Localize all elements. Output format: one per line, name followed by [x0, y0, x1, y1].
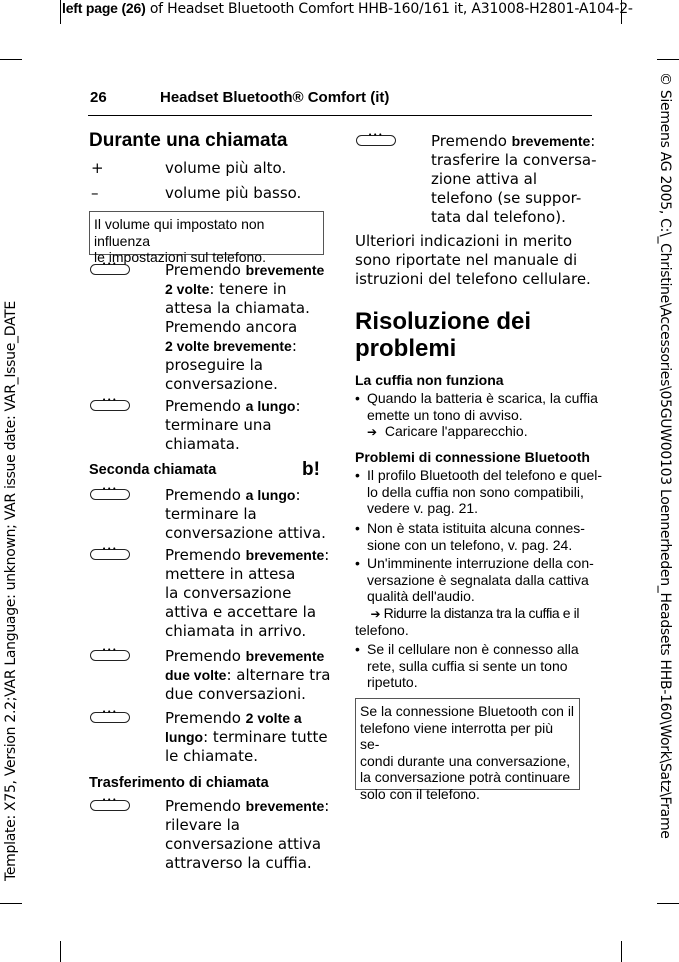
- page-number: 26: [90, 89, 107, 106]
- text: vedere v. pag. 21.: [367, 500, 479, 516]
- text: zione attiva al: [431, 170, 538, 188]
- text: Il profilo Bluetooth del telefono e quel-: [367, 467, 603, 483]
- text: emette un tono di avviso.: [367, 406, 523, 423]
- key-icon: [90, 400, 130, 411]
- emphasis: brevemente: [245, 262, 325, 278]
- key-instruction: [165, 397, 301, 454]
- text: : alternare tra: [226, 666, 331, 684]
- emphasis: 2 volte a: [245, 710, 302, 726]
- text: Premendo ancora: [165, 318, 298, 336]
- text: Caricare l'apparecchio.: [384, 423, 528, 439]
- text: Premendo: [165, 709, 246, 727]
- text: qualità dell'audio.: [367, 588, 475, 604]
- section-heading-troubleshooting: [355, 308, 531, 362]
- emphasis: lungo: [165, 729, 204, 745]
- note-line: condi durante una conversazione,: [360, 752, 571, 769]
- text: chiamata.: [165, 435, 240, 453]
- text: Un'imminente interruzione della con-: [367, 555, 594, 571]
- list-item: [355, 641, 579, 691]
- text: :: [291, 337, 297, 355]
- text: :: [590, 132, 596, 150]
- heading-line: Risoluzione dei: [355, 308, 532, 335]
- note-line: la conversazione potrà continuare: [360, 769, 571, 785]
- key-instruction: [431, 132, 596, 227]
- text: terminare una: [165, 416, 272, 434]
- slug-rest: of Headset Bluetooth Comfort HHB-160/161 it, A31008-H2801-A104-2-: [145, 1, 633, 17]
- text: terminare la: [165, 505, 257, 523]
- text: Premendo: [165, 486, 246, 504]
- text: sono riportate nel manuale di: [355, 251, 578, 269]
- note-line: solo con il telefono.: [360, 785, 480, 802]
- note-line: Se la connessione Bluetooth con il: [360, 703, 575, 719]
- text: rete, sulla cuffia si sente un tono: [367, 657, 568, 674]
- text: lo della cuffia non sono compatibili,: [367, 483, 584, 500]
- text: sione con un telefono, v. pag. 24.: [367, 536, 573, 553]
- bullet: •: [355, 555, 360, 571]
- right-margin-text: © Siemens AG 2005, C:\_Christine\Accessories\05GUW00103 Loennerheden_Headsets HHB-160\Work\Satz\Frame: [657, 72, 673, 839]
- bullet: •: [355, 641, 360, 657]
- minus-text: volume più basso.: [165, 184, 302, 202]
- list-item: [355, 467, 603, 517]
- note-line: Il volume qui impostato non influenza: [94, 216, 265, 249]
- key-instruction: [165, 546, 329, 641]
- crop-mark: [60, 0, 61, 24]
- emphasis: 2 volte brevemente: [165, 338, 292, 354]
- print-slug: [62, 0, 633, 17]
- text: Premendo: [165, 797, 246, 815]
- left-margin-text: Template: X75, Version 2.2;VAR Language: unknown; VAR issue date: VAR_Issue_DATE: [3, 301, 19, 881]
- text: chiamata in arrivo.: [165, 622, 307, 640]
- bullet: •: [355, 520, 360, 536]
- list-item: [355, 555, 594, 639]
- text: mettere in attesa: [165, 565, 296, 583]
- key-instruction: [165, 486, 326, 543]
- text: Premendo: [165, 546, 246, 564]
- text: Quando la batteria è scarica, la cuffia: [367, 390, 598, 406]
- crop-mark: [0, 59, 22, 60]
- note-volume: [89, 211, 324, 265]
- text: Premendo: [431, 132, 512, 150]
- note-line: le impostazioni sul telefono.: [94, 249, 266, 265]
- key-icon: [90, 712, 130, 723]
- key-icon: [90, 489, 130, 500]
- key-instruction: [165, 709, 328, 766]
- text: trasferire la conversa-: [431, 151, 597, 169]
- text: attesa la chiamata.: [165, 299, 310, 317]
- emphasis: brevemente: [245, 648, 325, 664]
- list-item: [355, 390, 598, 441]
- bullet: •: [355, 390, 360, 406]
- crop-mark: [621, 941, 622, 962]
- minus-symbol: –: [91, 184, 99, 202]
- key-icon: [356, 135, 396, 146]
- list-item: [355, 520, 585, 553]
- crop-mark: [60, 941, 61, 962]
- subheading-headset-not-working: La cuffia non funziona: [355, 372, 504, 388]
- plus-symbol: +: [91, 159, 104, 177]
- key-icon: [90, 650, 130, 661]
- text: telefono (se suppor-: [431, 189, 582, 207]
- text: due conversazioni.: [165, 685, 306, 703]
- text: la conversazione: [165, 584, 292, 602]
- text: :: [295, 486, 301, 504]
- crop-mark: [657, 59, 679, 60]
- text: conversazione attiva.: [165, 524, 326, 542]
- text: proseguire la: [165, 356, 263, 374]
- text: tata dal telefono).: [431, 208, 566, 226]
- text: Ridurre la distanza tra la cuffia e il: [383, 604, 580, 621]
- text: conversazione.: [165, 375, 278, 393]
- text: attiva e accettare la: [165, 603, 317, 621]
- section-heading-transfer: Trasferimento di chiamata: [89, 775, 269, 791]
- text: :: [295, 397, 301, 415]
- text: telefono.: [355, 622, 409, 638]
- page-title: Headset Bluetooth® Comfort (it): [160, 89, 390, 106]
- text: attraverso la cuffia.: [165, 854, 312, 872]
- emphasis: brevemente: [245, 798, 325, 814]
- key-icon: [90, 800, 130, 811]
- note-connection-interrupted: [355, 698, 580, 802]
- key-instruction: [165, 797, 329, 873]
- crop-mark: [657, 903, 679, 904]
- section-heading-during-call: Durante una chiamata: [89, 130, 288, 151]
- call-waiting-icon: b!: [302, 459, 320, 480]
- header-rule: [88, 115, 592, 116]
- text: :: [324, 546, 330, 564]
- text: istruzioni del telefono cellulare.: [355, 270, 591, 288]
- text: : terminare tutte: [203, 728, 328, 746]
- text: ripetuto.: [367, 674, 418, 690]
- subheading-bluetooth-problems: Problemi di connessione Bluetooth: [355, 449, 590, 465]
- emphasis: brevemente: [245, 547, 325, 563]
- section-heading-second-call: Seconda chiamata: [89, 462, 217, 478]
- text: le chiamate.: [165, 747, 258, 765]
- key-instruction: [165, 261, 324, 394]
- text: rilevare la: [165, 816, 240, 834]
- text: Ulteriori indicazioni in merito: [355, 232, 573, 250]
- further-info-paragraph: [355, 232, 591, 289]
- text: versazione è segnalata dalla cattiva: [367, 571, 589, 588]
- emphasis: 2 volte: [165, 281, 210, 297]
- text: conversazione attiva: [165, 835, 322, 853]
- key-instruction: [165, 647, 330, 704]
- text: : tenere in: [209, 280, 287, 298]
- arrow-icon: ➔: [370, 606, 381, 621]
- key-icon: [90, 549, 130, 560]
- note-line: telefono viene interrotta per più se-: [360, 719, 554, 752]
- emphasis: due volte: [165, 667, 227, 683]
- emphasis: brevemente: [511, 133, 591, 149]
- text: Premendo: [165, 261, 246, 279]
- emphasis: a lungo: [245, 487, 296, 503]
- bullet: •: [355, 467, 360, 483]
- heading-line: problemi: [355, 335, 457, 362]
- emphasis: a lungo: [245, 398, 296, 414]
- text: :: [324, 797, 330, 815]
- arrow-icon: ➔: [367, 425, 378, 439]
- key-icon: [90, 264, 130, 275]
- text: Premendo: [165, 397, 246, 415]
- slug-bold: left page (26): [62, 0, 146, 16]
- crop-mark: [0, 903, 22, 904]
- text: Non è stata istituita alcuna connes-: [367, 520, 585, 536]
- text: Se il cellulare non è connesso alla: [367, 641, 579, 657]
- text: Premendo: [165, 647, 246, 665]
- plus-text: volume più alto.: [165, 159, 287, 177]
